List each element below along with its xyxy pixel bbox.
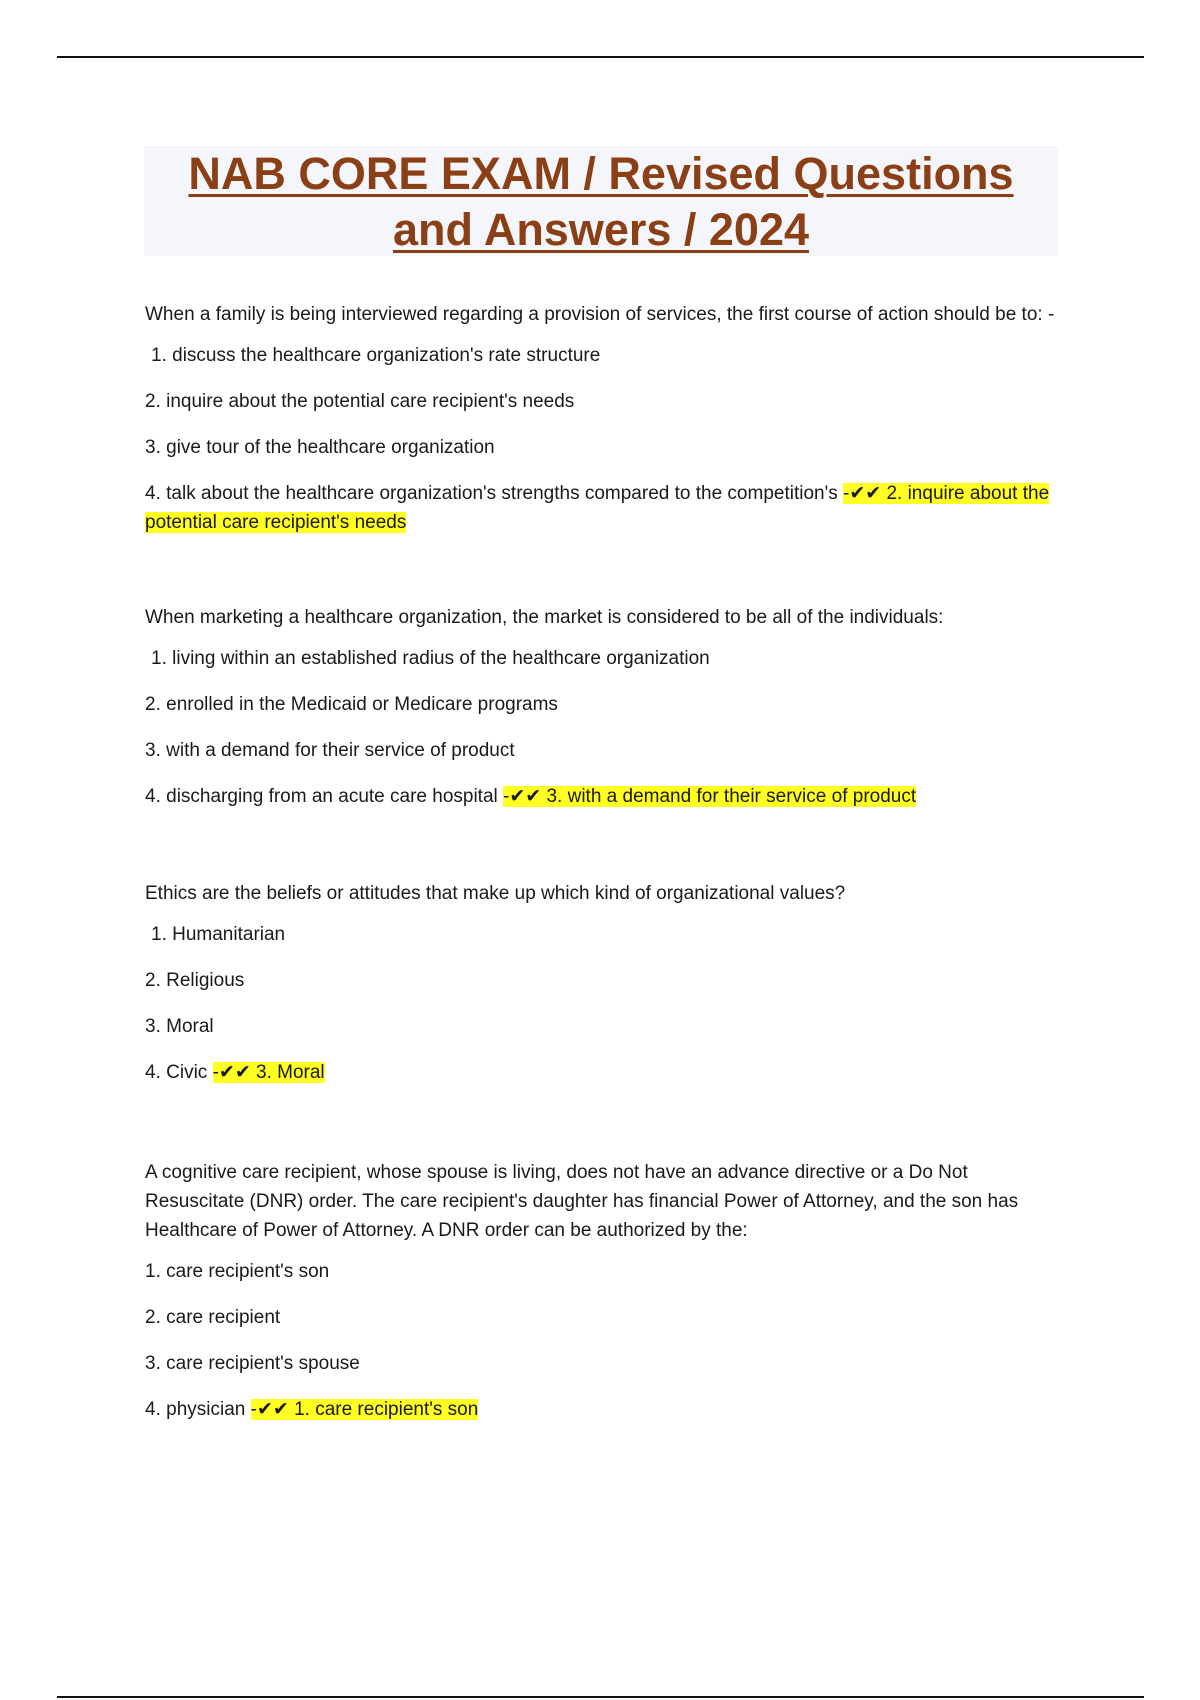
option-4 <box>145 1395 1065 1424</box>
option-4 <box>145 1058 1065 1087</box>
option-1: 1. living within an established radius of the healthcare organization <box>151 648 710 669</box>
option-3: 3. Moral <box>145 1016 214 1037</box>
question-2 <box>145 603 1065 811</box>
question-text: Ethics are the beliefs or attitudes that make up which kind of organizational values? <box>145 883 846 904</box>
option-1: 1. care recipient's son <box>145 1261 330 1282</box>
question-text: When marketing a healthcare organization, the market is considered to be all of the individuals: <box>145 607 944 628</box>
option-2: 2. care recipient <box>145 1307 281 1328</box>
title-line-1: NAB CORE EXAM / Revised Questions <box>188 148 1014 199</box>
bottom-rule <box>57 1696 1144 1698</box>
answer-options <box>145 920 1065 1087</box>
option-4 <box>145 782 1065 811</box>
correct-answer-highlight: -✔✔ 2. inquire about the potential care recipient's needs <box>145 483 1050 533</box>
option-1: 1. Humanitarian <box>151 924 286 945</box>
option-4-text: 4. Civic <box>145 1062 208 1083</box>
option-4 <box>145 479 1065 537</box>
question-3 <box>145 879 1065 1087</box>
option-3: 3. with a demand for their service of product <box>145 740 515 761</box>
option-4-text: 4. physician <box>145 1399 246 1420</box>
correct-answer-highlight: -✔✔ 3. Moral <box>212 1062 325 1083</box>
option-2: 2. Religious <box>145 970 245 991</box>
answer-options <box>145 1257 1065 1424</box>
question-4 <box>145 1158 1065 1424</box>
question-list <box>145 300 1065 1424</box>
document-title <box>144 146 1058 256</box>
correct-answer-highlight: -✔✔ 1. care recipient's son <box>250 1399 479 1420</box>
correct-answer-highlight: -✔✔ 3. with a demand for their service of product <box>503 786 917 807</box>
answer-options <box>145 341 1065 537</box>
option-4-text: 4. talk about the healthcare organization's strengths compared to the competition's <box>145 483 838 504</box>
answer-options <box>145 644 1065 811</box>
question-1 <box>145 300 1065 537</box>
option-2: 2. inquire about the potential care recipient's needs <box>145 391 575 412</box>
option-3: 3. care recipient's spouse <box>145 1353 360 1374</box>
top-rule <box>57 56 1144 58</box>
option-1: 1. discuss the healthcare organization's rate structure <box>151 345 601 366</box>
option-4-text: 4. discharging from an acute care hospital <box>145 786 498 807</box>
question-text: When a family is being interviewed regarding a provision of services, the first course of action should be to: - <box>145 304 1055 325</box>
title-line-2: and Answers / 2024 <box>392 204 810 255</box>
option-2: 2. enrolled in the Medicaid or Medicare programs <box>145 694 558 715</box>
question-text: A cognitive care recipient, whose spouse is living, does not have an advance directive or a Do Not Resuscitate (DNR) order. The care recipient's daughter has financial Power of Attorney, and the son has Healthcare of Power of Attorney. A DNR order can be authorized by the: <box>145 1162 1019 1241</box>
option-3: 3. give tour of the healthcare organization <box>145 437 495 458</box>
